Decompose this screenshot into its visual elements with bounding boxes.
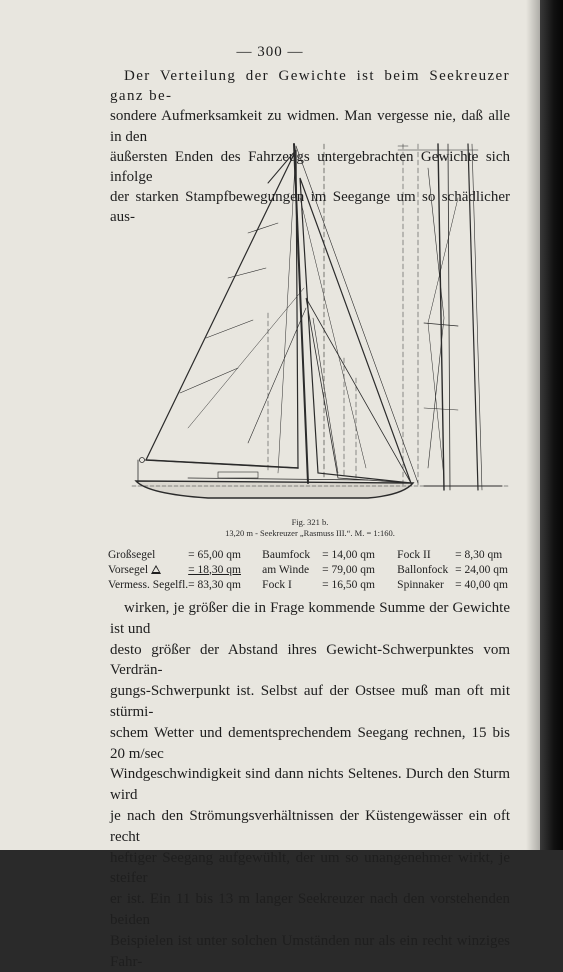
- figure-number: Fig. 321 b.: [291, 517, 329, 527]
- sail-plan-figure: [128, 138, 510, 514]
- sail-label: [108, 562, 188, 577]
- sail-label: Fock II: [397, 548, 431, 561]
- sail-label: Ballonfock: [397, 563, 449, 576]
- text-line: wirken, je größer die in Frage kommende Summe der Gewichte ist und: [110, 600, 510, 637]
- table-row: [108, 562, 513, 577]
- sail-value: = 65,00 qm: [188, 548, 241, 561]
- text-line: er ist. Ein 11 bis 13 m langer Seekreuzer nach den vorstehenden beiden: [110, 891, 510, 928]
- sail-label: Fock I: [262, 578, 292, 591]
- table-row: [108, 547, 513, 562]
- figure-caption: 13,20 m - Seekreuzer „Rasmuss III.“. M. = 1:160.: [225, 528, 395, 538]
- sail-value: = 18,30 qm: [188, 563, 241, 576]
- paragraph-main: [110, 598, 510, 972]
- text-line: Beispielen ist unter solchen Umständen nur als ein recht winziges Fahr-: [110, 932, 510, 970]
- text-line: gungs-Schwerpunkt ist. Selbst auf der Ostsee muß man oft mit stürmi-: [110, 683, 510, 720]
- book-spine-shadow: [540, 0, 563, 850]
- sail-value: = 16,50 qm: [322, 578, 375, 591]
- table-row: [108, 577, 513, 592]
- sail-label: am Winde: [262, 563, 310, 576]
- text-line: je nach den Strömungsverhältnissen der Küstengewässer ein oft recht: [110, 807, 510, 845]
- text-line: heftiger Seegang aufgewühlt, der um so unangenehmer wirkt, je steifer: [110, 849, 510, 887]
- text-line: schem Wetter und dementsprechendem Seegang rechnen, 15 bis 20 m/sec: [110, 724, 510, 762]
- text-line: sondere Aufmerksamkeit zu widmen. Man vergesse nie, daß alle in den: [110, 108, 510, 145]
- text-line: Der Verteilung der Gewichte ist beim Seekreuzer ganz be-: [110, 68, 510, 105]
- sail-value: = 40,00 qm: [455, 578, 508, 591]
- page-number: — 300 —: [236, 44, 304, 60]
- foresail: [300, 178, 411, 483]
- sail-label: Vermess. Segelfl.: [108, 578, 189, 591]
- mainsail: [146, 150, 298, 468]
- text-line: Windgeschwindigkeit sind dann nichts Seltenes. Durch den Sturm wird: [110, 766, 510, 804]
- text-line: äußersten Enden des Fahrzeugs untergebrachten Gewichte sich infolge: [110, 148, 510, 186]
- hull: [136, 481, 413, 498]
- text-line: desto größer der Abstand ihres Gewicht-Schwerpunktes vom Verdrän-: [110, 641, 510, 679]
- sail-label: Großsegel: [108, 548, 156, 561]
- text-line: der starken Stampfbewegungen im Seegange um so schädlicher aus-: [110, 189, 510, 226]
- sail-value: = 83,30 qm: [188, 578, 241, 591]
- sail-label-text: Vorsegel: [108, 563, 149, 576]
- jib: [306, 298, 411, 483]
- sail-value: = 79,00 qm: [322, 563, 375, 576]
- sail-value: = 14,00 qm: [322, 548, 375, 561]
- triangle-icon: [151, 565, 161, 574]
- sail-label: Baumfock: [262, 548, 311, 561]
- sail-value: = 8,30 qm: [455, 548, 503, 561]
- sail-label: Spinnaker: [397, 578, 444, 591]
- sail-value: = 24,00 qm: [455, 563, 508, 576]
- mast-detail: [438, 144, 444, 490]
- sail-area-table: [108, 547, 513, 592]
